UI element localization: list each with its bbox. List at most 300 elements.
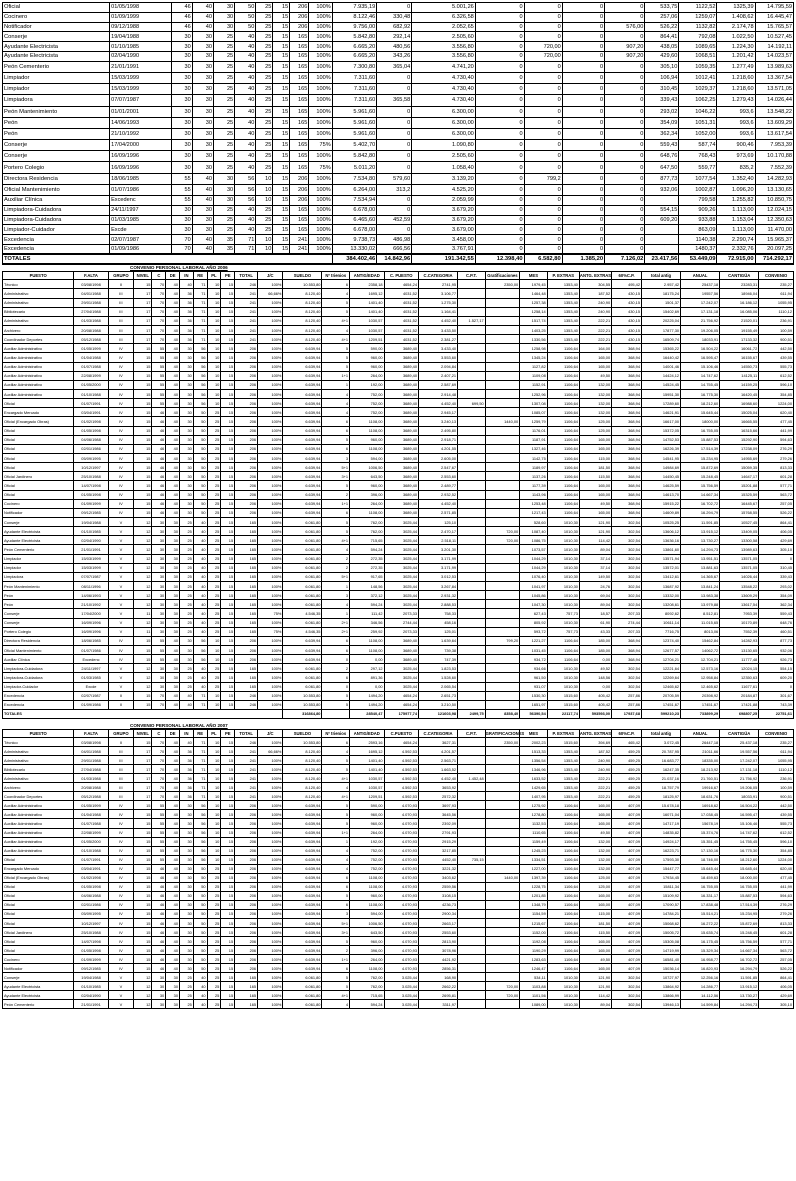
- value-cell: 11.015,65: [681, 618, 720, 627]
- value-cell: 594,24: [350, 600, 384, 609]
- value-cell: 15.645,44: [681, 864, 720, 873]
- value-cell: 10.850,75: [755, 196, 793, 206]
- value-cell: 960,00: [350, 891, 384, 900]
- value-cell: [458, 600, 486, 609]
- value-cell: V: [108, 664, 133, 673]
- value-cell: 16918,62: [681, 801, 720, 810]
- value-cell: 1106,64: [547, 490, 579, 499]
- value-cell: 25: [207, 873, 221, 882]
- value-cell: 0: [524, 128, 562, 139]
- value-cell: 40: [192, 235, 213, 245]
- value-cell: 15: [273, 61, 290, 72]
- value-cell: 185,00: [579, 645, 611, 654]
- value-cell: 0: [475, 128, 524, 139]
- value-cell: 40: [166, 472, 180, 481]
- value-cell: 13130,65: [720, 645, 759, 654]
- table-row: [3, 774, 794, 783]
- value-cell: 4.452,40: [419, 316, 458, 325]
- value-cell: 36: [180, 289, 194, 298]
- value-cell: 3689,40: [384, 417, 418, 426]
- value-cell: 14.282,93: [755, 173, 793, 184]
- value-cell: 960,00: [350, 819, 384, 828]
- value-cell: 40: [192, 245, 213, 255]
- value-cell: [485, 819, 519, 828]
- value-cell: 100%: [258, 982, 283, 991]
- value-cell: 15: [273, 205, 290, 215]
- value-cell: 70: [152, 756, 166, 765]
- value-cell: 165: [290, 128, 309, 139]
- value-cell: [458, 891, 486, 900]
- value-cell: 22/08/1999: [74, 371, 108, 380]
- table-row: [3, 882, 794, 891]
- value-cell: 15951,30: [642, 390, 681, 399]
- value-cell: 1142,75: [520, 453, 548, 462]
- value-cell: 55: [152, 855, 166, 864]
- value-cell: 46: [152, 864, 166, 873]
- table-row: [3, 1000, 794, 1009]
- value-cell: V: [108, 609, 133, 618]
- value-cell: 30: [213, 184, 234, 195]
- value-cell: 70: [171, 235, 192, 245]
- value-cell: 56: [193, 344, 207, 353]
- value-cell: 15068,62: [642, 919, 681, 928]
- value-cell: 0: [377, 140, 412, 151]
- value-cell: II: [108, 738, 133, 747]
- value-cell: 0: [562, 61, 604, 72]
- value-cell: 576,00: [605, 22, 645, 32]
- value-cell: 40: [193, 527, 207, 536]
- value-cell: 6: [322, 417, 350, 426]
- value-cell: 1464,48: [520, 289, 548, 298]
- value-cell: 257,05: [759, 499, 794, 508]
- value-cell: IV: [108, 855, 133, 864]
- value-cell: 0: [605, 196, 645, 206]
- value-cell: 40: [166, 408, 180, 417]
- value-cell: 609,20: [645, 215, 679, 225]
- value-cell: 165: [290, 162, 309, 173]
- value-cell: 590,00: [350, 344, 384, 353]
- value-cell: 165: [290, 117, 309, 128]
- value-cell: 3689,40: [384, 362, 418, 371]
- value-cell: 50: [193, 444, 207, 453]
- value-cell: 30: [171, 162, 192, 173]
- value-cell: IV: [108, 371, 133, 380]
- total-blank: [322, 709, 350, 718]
- value-cell: 354,85: [759, 846, 794, 855]
- value-cell: 165,00: [579, 481, 611, 490]
- column-header: NIVEL: [134, 272, 152, 280]
- value-cell: 1108,00: [350, 873, 384, 882]
- value-cell: 368,94: [612, 636, 642, 645]
- value-cell: 3.210,50: [419, 700, 458, 709]
- value-cell: 17451,67: [642, 700, 681, 709]
- value-cell: 7.534,80: [332, 173, 377, 184]
- value-cell: 30: [180, 490, 194, 499]
- section3-table: [2, 729, 794, 1009]
- value-cell: 4.546,35: [283, 609, 322, 618]
- value-cell: 0: [377, 196, 412, 206]
- puesto-cell: Oficial (Encargado Obras): [3, 417, 74, 426]
- value-cell: 40: [235, 215, 256, 225]
- value-cell: 46: [152, 463, 166, 472]
- value-cell: 594,00: [350, 453, 384, 462]
- table-row: [3, 756, 794, 765]
- value-cell: 6.639,94: [283, 399, 322, 408]
- value-cell: 15292,90: [720, 435, 759, 444]
- value-cell: 15.106,46: [720, 819, 759, 828]
- value-cell: 100%: [309, 235, 332, 245]
- value-cell: 100%: [309, 196, 332, 206]
- puesto-cell: Oficial: [3, 453, 74, 462]
- value-cell: 40: [193, 536, 207, 545]
- value-cell: 114,42: [579, 536, 611, 545]
- value-cell: 1087,40: [520, 527, 548, 536]
- value-cell: 0: [562, 151, 604, 162]
- value-cell: 25: [207, 964, 221, 973]
- value-cell: 863,09: [679, 225, 717, 235]
- value-cell: 27/04/1988: [74, 307, 108, 316]
- value-cell: 293,02: [645, 106, 679, 117]
- value-cell: 19/04/1988: [74, 973, 108, 982]
- total-convenio: 22751,61: [759, 709, 794, 718]
- value-cell: [485, 563, 519, 572]
- value-cell: 15: [221, 882, 235, 891]
- puesto-cell: Limpiadora: [3, 572, 74, 581]
- value-cell: 1106,64: [547, 463, 579, 472]
- value-cell: 13300,58: [720, 536, 759, 545]
- value-cell: 0: [562, 32, 604, 42]
- value-cell: 01/07/1991: [74, 855, 108, 864]
- value-cell: 12465,62: [642, 682, 681, 691]
- value-cell: [485, 463, 519, 472]
- value-cell: 40: [235, 225, 256, 235]
- value-cell: 6.639,94: [283, 380, 322, 389]
- value-cell: 19155,49: [720, 326, 759, 335]
- value-cell: 407,09: [612, 837, 642, 846]
- value-cell: 25: [207, 572, 221, 581]
- value-cell: 14/06/1993: [74, 591, 108, 600]
- value-cell: 89,04: [579, 1000, 611, 1009]
- value-cell: 10: [207, 747, 221, 756]
- value-cell: 8092,62: [642, 609, 681, 618]
- value-cell: 13946,13: [642, 1000, 681, 1009]
- table-row: [3, 444, 794, 453]
- value-cell: 206: [235, 636, 258, 645]
- total-col18: 23.417,56: [645, 254, 679, 264]
- value-cell: 10: [207, 837, 221, 846]
- value-cell: 15: [221, 618, 235, 627]
- value-cell: 3689,40: [384, 353, 418, 362]
- value-cell: 100%: [258, 563, 283, 572]
- value-cell: 3.025,44: [384, 982, 418, 991]
- totals-label: TOTALES: [3, 254, 333, 264]
- value-cell: [458, 591, 486, 600]
- value-cell: 18.757,79: [642, 783, 681, 792]
- value-cell: 6: [322, 873, 350, 882]
- puesto-cell: Cocinero: [3, 955, 74, 964]
- value-cell: 20705,59: [642, 691, 681, 700]
- value-cell: 3689,40: [384, 636, 418, 645]
- value-cell: 6.326,58: [412, 12, 476, 22]
- total-col20: 72.915,00: [717, 254, 755, 264]
- value-cell: 17133,32: [720, 335, 759, 344]
- value-cell: 30: [192, 162, 213, 173]
- value-cell: 15: [273, 51, 290, 61]
- value-cell: 596,10: [759, 837, 794, 846]
- table-row: [3, 42, 794, 52]
- column-header: C: [152, 730, 166, 738]
- value-cell: 6.061,80: [283, 991, 322, 1000]
- section1-totals-row: [3, 254, 794, 264]
- value-cell: 1257,38: [520, 298, 548, 307]
- value-cell: 1030,57: [350, 326, 384, 335]
- value-cell: 15: [221, 344, 235, 353]
- value-cell: 56: [193, 390, 207, 399]
- value-cell: 40: [166, 645, 180, 654]
- value-cell: [458, 900, 486, 909]
- value-cell: 15: [134, 636, 152, 645]
- value-cell: 25: [207, 891, 221, 900]
- value-cell: 71: [235, 245, 256, 255]
- value-cell: 71: [193, 756, 207, 765]
- value-cell: 5: [322, 819, 350, 828]
- value-cell: 40: [193, 991, 207, 1000]
- value-cell: 30: [152, 664, 166, 673]
- puesto-cell: Auxiliar Administrativo: [3, 344, 74, 353]
- value-cell: 148,56: [579, 673, 611, 682]
- value-cell: 14609,89: [642, 508, 681, 517]
- value-cell: 6.061,80: [283, 673, 322, 682]
- puesto-cell: Limpiador: [3, 72, 110, 83]
- value-cell: 11677,61: [720, 682, 759, 691]
- value-cell: 16226,39: [642, 444, 681, 453]
- value-cell: 407,09: [612, 946, 642, 955]
- value-cell: 71: [193, 765, 207, 774]
- value-cell: 15/03/1999: [110, 72, 171, 83]
- table-row: [3, 955, 794, 964]
- value-cell: 25: [207, 536, 221, 545]
- value-cell: 6.639,94: [283, 444, 322, 453]
- table-row: [3, 84, 794, 95]
- value-cell: 15: [221, 490, 235, 499]
- value-cell: 0: [605, 173, 645, 184]
- value-cell: 25: [180, 581, 194, 590]
- value-cell: 368,94: [612, 426, 642, 435]
- value-cell: 46: [152, 900, 166, 909]
- value-cell: 8.120,40: [283, 792, 322, 801]
- value-cell: 1275,92: [520, 801, 548, 810]
- value-cell: 20184,87: [720, 691, 759, 700]
- value-cell: 49,50: [579, 499, 611, 508]
- value-cell: 1108,00: [350, 882, 384, 891]
- value-cell: 40: [166, 937, 180, 946]
- value-cell: 1108,00: [350, 900, 384, 909]
- totals-label: TOTALES: [3, 709, 283, 718]
- puesto-cell: Encargado Mercado: [3, 864, 74, 873]
- value-cell: 40: [166, 810, 180, 819]
- value-cell: 1052,00: [679, 128, 717, 139]
- value-cell: 7.311,60: [332, 72, 377, 83]
- value-cell: 3689,40: [384, 426, 418, 435]
- value-cell: 1353,40: [547, 307, 579, 316]
- value-cell: 14752,53: [642, 435, 681, 444]
- value-cell: 100%: [258, 801, 283, 810]
- value-cell: 15: [221, 891, 235, 900]
- value-cell: 1517,74: [520, 316, 548, 325]
- value-cell: 430,15: [612, 298, 642, 307]
- value-cell: 165: [235, 536, 258, 545]
- total-sueldo: 384.402,46: [332, 254, 377, 264]
- value-cell: 3025,44: [384, 545, 418, 554]
- puesto-cell: Peón Cementerio: [3, 545, 74, 554]
- value-cell: 6.639,94: [283, 472, 322, 481]
- value-cell: 0: [475, 205, 524, 215]
- value-cell: 302,54: [612, 527, 642, 536]
- value-cell: 30: [152, 581, 166, 590]
- value-cell: 5: [322, 435, 350, 444]
- value-cell: 17: [134, 289, 152, 298]
- value-cell: [485, 691, 519, 700]
- value-cell: 30: [152, 600, 166, 609]
- value-cell: 50: [193, 481, 207, 490]
- value-cell: 0: [377, 72, 412, 83]
- value-cell: III: [108, 765, 133, 774]
- value-cell: 5: [322, 810, 350, 819]
- value-cell: 2073,33: [384, 627, 418, 636]
- value-cell: 10: [207, 810, 221, 819]
- value-cell: 3.139,20: [412, 173, 476, 184]
- value-cell: 1397,39: [520, 873, 548, 882]
- value-cell: IV: [108, 636, 133, 645]
- value-cell: 407,09: [612, 819, 642, 828]
- value-cell: 4: [322, 1000, 350, 1009]
- value-cell: 02/07/1987: [74, 691, 108, 700]
- value-cell: 222,21: [579, 774, 611, 783]
- value-cell: 16.958,77: [681, 955, 720, 964]
- value-cell: 22/08/1999: [74, 828, 108, 837]
- column-header: PE: [221, 730, 235, 738]
- puesto-cell: Peón: [3, 600, 74, 609]
- value-cell: [458, 682, 486, 691]
- value-cell: 40: [166, 362, 180, 371]
- value-cell: 768,43: [679, 151, 717, 162]
- value-cell: 7.311,60: [332, 95, 377, 106]
- value-cell: 40: [235, 72, 256, 83]
- table-row: [3, 289, 794, 298]
- value-cell: 459,25: [612, 792, 642, 801]
- value-cell: IV: [108, 946, 133, 955]
- value-cell: 36: [180, 326, 194, 335]
- value-cell: 25: [207, 444, 221, 453]
- value-cell: 1108,00: [350, 426, 384, 435]
- value-cell: 241: [235, 783, 258, 792]
- value-cell: 15: [221, 636, 235, 645]
- value-cell: 236,91: [759, 774, 794, 783]
- value-cell: 6.061,80: [283, 591, 322, 600]
- value-cell: 4236,73: [419, 900, 458, 909]
- value-cell: [485, 390, 519, 399]
- value-cell: 17.131,18: [681, 307, 720, 316]
- value-cell: 1047,30: [520, 600, 548, 609]
- value-cell: 4654,24: [384, 280, 418, 289]
- value-cell: 10: [207, 691, 221, 700]
- value-cell: 2.587,69: [419, 380, 458, 389]
- table-row: [3, 344, 794, 353]
- value-cell: 4.592,53: [384, 765, 418, 774]
- value-cell: 6.061,80: [283, 664, 322, 673]
- value-cell: 596,10: [759, 380, 794, 389]
- value-cell: [645, 235, 679, 245]
- value-cell: 4.741,20: [412, 61, 476, 72]
- value-cell: 40: [166, 344, 180, 353]
- value-cell: 15325,59: [720, 490, 759, 499]
- value-cell: 25: [207, 463, 221, 472]
- value-cell: 100%: [258, 946, 283, 955]
- value-cell: 25: [256, 84, 273, 95]
- value-cell: 6.639,94: [283, 828, 322, 837]
- value-cell: 10: [207, 819, 221, 828]
- value-cell: 792,08: [679, 32, 717, 42]
- value-cell: 100%: [258, 774, 283, 783]
- column-header: Nº trienios: [322, 272, 350, 280]
- value-cell: 4.070,93: [384, 882, 418, 891]
- value-cell: 1221,27: [520, 636, 548, 645]
- value-cell: 10: [207, 307, 221, 316]
- value-cell: 1513,33: [520, 747, 548, 756]
- value-cell: 70: [152, 691, 166, 700]
- value-cell: 15: [134, 655, 152, 664]
- value-cell: 1106,64: [547, 472, 579, 481]
- value-cell: 0: [377, 128, 412, 139]
- value-cell: 16.272,22: [681, 919, 720, 928]
- value-cell: 5.961,60: [332, 106, 377, 117]
- value-cell: 13208,61: [642, 600, 681, 609]
- value-cell: 0: [562, 128, 604, 139]
- value-cell: 70: [152, 298, 166, 307]
- value-cell: 30: [180, 900, 194, 909]
- puesto-cell: Limpiador: [3, 554, 74, 563]
- value-cell: IV: [108, 801, 133, 810]
- value-cell: 368,94: [612, 655, 642, 664]
- value-cell: 16.820,93: [681, 964, 720, 973]
- value-cell: 1085,07: [520, 408, 548, 417]
- value-cell: 70: [152, 280, 166, 289]
- value-cell: 3108,15: [419, 891, 458, 900]
- value-cell: 1.164,41: [419, 307, 458, 316]
- value-cell: 15: [221, 909, 235, 918]
- value-cell: [485, 472, 519, 481]
- value-cell: 17289,60: [642, 399, 681, 408]
- value-cell: 1109,08: [520, 371, 548, 380]
- value-cell: 1515,60: [547, 691, 579, 700]
- value-cell: 100%: [258, 508, 283, 517]
- value-cell: 15: [221, 307, 235, 316]
- puesto-cell: Limpiadora: [3, 95, 110, 106]
- value-cell: 4.070,93: [384, 955, 418, 964]
- value-cell: V: [108, 527, 133, 536]
- value-cell: 0: [475, 117, 524, 128]
- value-cell: 6.639,94: [283, 882, 322, 891]
- value-cell: 206: [235, 846, 258, 855]
- value-cell: [458, 882, 486, 891]
- value-cell: 206: [235, 380, 258, 389]
- value-cell: 0: [605, 140, 645, 151]
- value-cell: 526,22: [645, 22, 679, 32]
- value-cell: 25: [207, 991, 221, 1000]
- column-header: PL: [207, 730, 221, 738]
- value-cell: 460,51: [759, 627, 794, 636]
- value-cell: 1228,75: [520, 882, 548, 891]
